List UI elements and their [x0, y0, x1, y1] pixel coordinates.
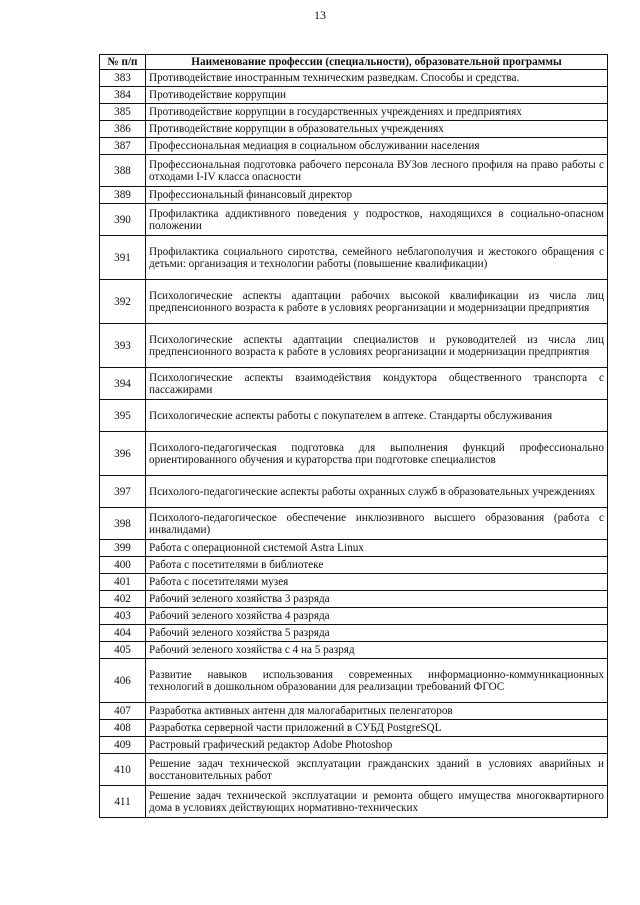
row-name: Профессиональный финансовый директор	[146, 187, 608, 204]
table-row	[100, 476, 608, 508]
row-name: Решение задач технической эксплуатации и ремонта общего имущества многоквартирного дома в условиях действующих нормативно-технических	[146, 786, 608, 818]
table-row	[100, 608, 608, 625]
column-header-name: Наименование профессии (специальности), образовательной программы	[146, 55, 608, 70]
row-name: Рабочий зеленого хозяйства с 4 на 5 разряд	[146, 642, 608, 659]
row-name: Рабочий зеленого хозяйства 5 разряда	[146, 625, 608, 642]
row-number: 401	[100, 574, 146, 591]
table-row	[100, 574, 608, 591]
table-row	[100, 625, 608, 642]
table-row	[100, 737, 608, 754]
row-number: 387	[100, 138, 146, 155]
table-row	[100, 87, 608, 104]
table-row	[100, 121, 608, 138]
row-number: 393	[100, 324, 146, 368]
row-number: 396	[100, 432, 146, 476]
table-row	[100, 70, 608, 87]
row-name: Рабочий зеленого хозяйства 4 разряда	[146, 608, 608, 625]
row-name: Психолого-педагогические аспекты работы охранных служб в образовательных учреждениях	[146, 476, 608, 508]
row-number: 405	[100, 642, 146, 659]
row-name: Психолого-педагогическая подготовка для выполнения функций профессионально ориентированного обучения и кураторства при подготовке специалистов	[146, 432, 608, 476]
table-row	[100, 324, 608, 368]
table-row	[100, 720, 608, 737]
row-name: Работа с посетителями в библиотеке	[146, 557, 608, 574]
column-header-number: № п/п	[100, 55, 146, 70]
table-row	[100, 591, 608, 608]
row-name: Психологические аспекты адаптации специалистов и руководителей из числа лиц предпенсионного возраста к работе в условиях реорганизации и модернизации предприятия	[146, 324, 608, 368]
page-number: 13	[314, 8, 326, 22]
row-number: 388	[100, 155, 146, 187]
row-number: 397	[100, 476, 146, 508]
table-body	[100, 70, 608, 818]
row-name: Рабочий зеленого хозяйства 3 разряда	[146, 591, 608, 608]
row-name: Работа с посетителями музея	[146, 574, 608, 591]
row-name: Психолого-педагогическое обеспечение инклюзивного высшего образования (работа с инвалидами)	[146, 508, 608, 540]
row-name: Профессиональная подготовка рабочего персонала ВУЗов лесного профиля на право работы с отходами I-IV класса опасности	[146, 155, 608, 187]
row-number: 404	[100, 625, 146, 642]
table-row	[100, 155, 608, 187]
row-name: Психологические аспекты взаимодействия кондуктора общественного транспорта с пассажирами	[146, 368, 608, 400]
row-number: 384	[100, 87, 146, 104]
row-name: Профилактика аддиктивного поведения у подростков, находящихся в социально-опасном положении	[146, 204, 608, 236]
row-number: 389	[100, 187, 146, 204]
row-name: Противодействие коррупции в образовательных учреждениях	[146, 121, 608, 138]
row-number: 395	[100, 400, 146, 432]
row-name: Психологические аспекты работы с покупателем в аптеке. Стандарты обслуживания	[146, 400, 608, 432]
table-row	[100, 557, 608, 574]
row-name: Разработка активных антенн для малогабаритных пеленгаторов	[146, 703, 608, 720]
row-number: 409	[100, 737, 146, 754]
row-number: 392	[100, 280, 146, 324]
professions-table	[99, 54, 608, 818]
table-row	[100, 432, 608, 476]
row-name: Противодействие коррупции	[146, 87, 608, 104]
table-row	[100, 400, 608, 432]
table-row	[100, 204, 608, 236]
row-name: Развитие навыков использования современных информационно-коммуникационных технологий в дошкольном образовании для реализации требований ФГОС	[146, 659, 608, 703]
row-number: 383	[100, 70, 146, 87]
row-name: Противодействие коррупции в государственных учреждениях и предприятиях	[146, 104, 608, 121]
row-name: Растровый графический редактор Adobe Photoshop	[146, 737, 608, 754]
table-row	[100, 786, 608, 818]
row-number: 408	[100, 720, 146, 737]
row-number: 399	[100, 540, 146, 557]
row-number: 386	[100, 121, 146, 138]
row-number: 407	[100, 703, 146, 720]
table-row	[100, 187, 608, 204]
table-header-row	[100, 55, 608, 70]
row-number: 394	[100, 368, 146, 400]
row-number: 398	[100, 508, 146, 540]
row-number: 402	[100, 591, 146, 608]
table-row	[100, 236, 608, 280]
table-row	[100, 659, 608, 703]
row-number: 390	[100, 204, 146, 236]
row-number: 391	[100, 236, 146, 280]
table-row	[100, 138, 608, 155]
row-number: 385	[100, 104, 146, 121]
row-name: Профессиональная медиация в социальном обслуживании населения	[146, 138, 608, 155]
table-row	[100, 754, 608, 786]
row-name: Разработка серверной части приложений в СУБД PostgreSQL	[146, 720, 608, 737]
table-row	[100, 104, 608, 121]
row-name: Противодействие иностранным техническим разведкам. Способы и средства.	[146, 70, 608, 87]
row-name: Профилактика социального сиротства, семейного неблагополучия и жестокого обращения с детьми: организация и технологии работы (повышение квалификации)	[146, 236, 608, 280]
row-number: 411	[100, 786, 146, 818]
row-name: Решение задач технической эксплуатации гражданских зданий в условиях аварийных и восстановительных работ	[146, 754, 608, 786]
row-number: 406	[100, 659, 146, 703]
table-row	[100, 703, 608, 720]
row-number: 410	[100, 754, 146, 786]
table-row	[100, 642, 608, 659]
table-row	[100, 508, 608, 540]
row-number: 403	[100, 608, 146, 625]
table-row	[100, 368, 608, 400]
row-number: 400	[100, 557, 146, 574]
table-row	[100, 540, 608, 557]
row-name: Работа с операционной системой Astra Linux	[146, 540, 608, 557]
row-name: Психологические аспекты адаптации рабочих высокой квалификации из числа лиц предпенсионного возраста к работе в условиях реорганизации и модернизации предприятия	[146, 280, 608, 324]
table-row	[100, 280, 608, 324]
